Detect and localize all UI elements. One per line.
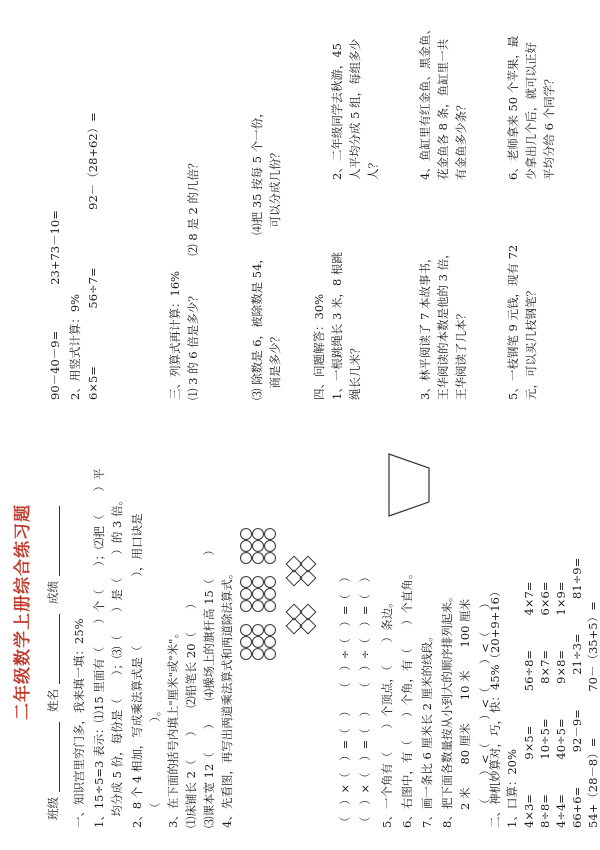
problem-4-line2: 花金鱼各 8 条，鱼缸里一共	[436, 38, 450, 180]
flower-icon	[284, 598, 324, 636]
problem-6-line1: 6、老师拿来 50 个苹果，最	[506, 35, 520, 180]
question-3-row-b: ⑶课本宽 12（ ） ⑷操场上的旗杆高 15（ ）	[202, 544, 216, 828]
section-3-q3-q4-line2: 商是多少？ 可以分成几份？	[268, 147, 282, 400]
problem-2-line1: 2、二年级同学去秋游，45	[330, 43, 344, 180]
question-3-row-a: ⑴床铺长 2（ ） ⑵铅笔长 20（ ）	[184, 597, 198, 828]
question-8-compare: （ ）<（ ）<（ ）<（ ）	[478, 597, 492, 810]
problem-1-line1: 1、一根跳绳长 3 米，8 根跳	[330, 252, 344, 400]
question-1-line1: 1、15÷5=3 表示：⑴15 里面有（ ）个（ ）；⑵把（ ）平	[92, 468, 106, 828]
problem-3-line3: 王华阅读了几本？	[454, 308, 468, 400]
problem-5-line1: 5、一枝钢笔 9 元钱，现有 72	[506, 244, 520, 400]
section-2-heading: 二、神机妙算对，巧，快：45%（20+9+16）	[488, 585, 502, 828]
flower-icon	[240, 526, 280, 564]
flower-icon	[240, 574, 280, 612]
section-1-heading: 一、知识宫里穷门多，我来填一填：25%	[72, 618, 86, 828]
flower-icon	[240, 622, 280, 660]
calc-row-1: 4×3= 9×5= 56÷8= 4×7=	[522, 581, 536, 828]
problem-4-line1: 4、鱼缸里有红金鱼、黑金鱼、	[418, 23, 432, 180]
question-5: 5、一个角有（ ）个顶点，（ ）条边。	[380, 596, 394, 828]
problem-3-line2: 王华阅读的本数是他的 3 倍，	[436, 247, 450, 400]
question-4-row2: （ ）×（ ）=（ ） （ ）÷（ ）=（ ）	[358, 570, 372, 828]
question-3-heading: 3、在下面的括号内填上"厘米"或"米"。	[166, 627, 180, 828]
question-6: 6、右图中，有（ ）个角，有（ ）个直角。	[400, 567, 414, 828]
right-column	[0, 0, 600, 420]
question-4: 4、先看图，再写出两道乘法算式和两道除法算式。	[220, 567, 234, 828]
question-4-row1: （ ）×（ ）=（ ） （ ）÷（ ）=（ ）	[338, 570, 352, 828]
vertical-calc-heading: 2、用竖式计算：9%	[68, 293, 82, 400]
score-label: 成绩	[46, 581, 60, 604]
trapezoid-figure	[385, 450, 433, 520]
calc-row-3: 4÷4= 40÷5= 9×8= 1×9=	[554, 581, 568, 828]
question-8-values: 2 米 80 厘米 10 米 100 厘米	[458, 598, 472, 810]
section-2-sub1: 1、口算：20%	[505, 749, 519, 828]
section-3-q3-q4-line1: ⑶ 除数是 6，被除数是 54， ⑷把 35 按每 5 个一份，	[250, 106, 264, 400]
left-column	[0, 425, 600, 850]
section-3-heading: 三、列算式再计算：16%	[168, 270, 182, 400]
question-8: 8、把下面各数量按从小到大的顺序排列起来。	[440, 590, 454, 828]
right-calc-1: 90－40－9= 23+73－10=	[48, 210, 62, 400]
question-1-line2: 均分成 5 份，每份是（ ）；⑶（ ）是（ ）的 3 倍。	[110, 493, 124, 828]
problem-2-line3: 人？	[366, 157, 380, 180]
problem-6-line2: 少拿出几个后，就可以正好	[524, 42, 538, 180]
problem-5-line2: 元，可以买几枝钢笔？	[524, 285, 538, 400]
name-blank[interactable]	[59, 614, 60, 684]
section-4-heading: 四、问题解答：30%	[312, 293, 326, 400]
problem-6-line3: 平均分给 6 个同学？	[542, 73, 556, 180]
score-blank[interactable]	[59, 506, 60, 576]
section-3-q1-q2: ⑴ 3 的 6 倍是多少？ ⑵ 8 是 2 的几倍？	[186, 157, 200, 400]
problem-1-line2: 绳长几米？	[348, 342, 362, 400]
flower-icon	[284, 550, 324, 588]
calc-row-4: 66+6= 92－9= 21÷3= 81÷9=	[570, 557, 584, 828]
calc-row-2: 8÷8= 10÷5= 8×7= 6×6=	[538, 581, 552, 828]
problem-3-line1: 3、林平阅读了 7 本故事书，	[418, 251, 432, 400]
calc-row-5: 54+（28－8）= 70－（35+5）=	[586, 601, 600, 828]
problem-2-line2: 人平均分成 5 组，每组多少	[348, 38, 362, 180]
flower-picture	[240, 520, 330, 660]
vertical-calc-items: 6×5= 56÷7= 92－（28+62）=	[86, 112, 100, 400]
question-2: 2、8 个 4 相加，写成乘法算式是（ ），用口诀是	[130, 513, 144, 828]
class-label: 班级	[46, 797, 60, 820]
problem-4-line3: 有金鱼多少条？	[454, 99, 468, 180]
worksheet-title: 二年级数学上册综合练习题	[13, 504, 33, 720]
class-blank[interactable]	[59, 722, 60, 792]
question-7: 7、画一条比 6 厘米长 2 厘米的线段。	[420, 630, 434, 828]
question-2-cont: （ ）。	[148, 704, 162, 814]
name-label: 姓名	[46, 689, 60, 712]
